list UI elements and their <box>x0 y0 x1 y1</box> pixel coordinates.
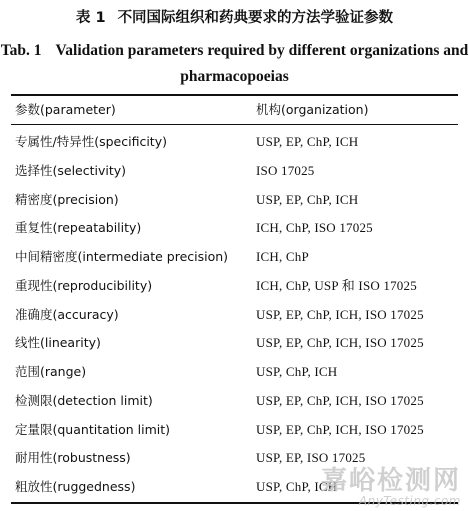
table-row <box>11 387 458 415</box>
table-caption-english <box>0 38 469 90</box>
table-row <box>11 128 458 156</box>
parameter-cell: 准确度(accuracy) <box>15 306 119 322</box>
organization-cell: USP, EP, ChP, ICH, ISO 17025 <box>256 335 424 351</box>
table-number-chinese: 表 1 <box>75 10 106 26</box>
parameter-cell: 重复性(repeatability) <box>15 220 142 236</box>
table-row <box>11 329 458 357</box>
table-row <box>11 473 458 501</box>
table-header-rule <box>11 124 458 125</box>
table-header-row <box>11 96 458 124</box>
header-organization: 机构(organization) <box>256 102 369 117</box>
watermark-chinese: 嘉峪检测网 <box>320 466 461 496</box>
table-row <box>11 444 458 472</box>
organization-cell: USP, EP, ISO 17025 <box>256 450 366 466</box>
table-caption-chinese <box>0 9 469 27</box>
organization-cell: USP, ChP, ICH <box>256 364 338 379</box>
parameter-cell: 专属性/特异性(specificity) <box>15 134 167 149</box>
organization-cell: ICH, ChP <box>256 249 309 264</box>
table-row <box>11 272 458 300</box>
table-bottom-rule <box>11 502 458 504</box>
organization-cell: ISO 17025 <box>256 162 315 178</box>
table-row <box>11 301 458 329</box>
parameter-cell: 检测限(detection limit) <box>15 392 153 408</box>
organization-cell: USP, EP, ChP, ICH, ISO 17025 <box>256 392 424 408</box>
table-title-chinese: 不同国际组织和药典要求的方法学验证参数 <box>117 10 394 26</box>
table-number-english: Tab. 1 <box>0 42 42 59</box>
parameter-cell: 耐用性(robustness) <box>15 450 131 466</box>
organization-cell: ICH, ChP, USP 和 ISO 17025 <box>256 277 417 293</box>
table-title-english: Validation parameters required by different organizations and pharmacopoeias <box>55 42 469 85</box>
table-row <box>11 214 458 242</box>
parameter-cell: 精密度(precision) <box>15 191 119 207</box>
table-row <box>11 416 458 444</box>
parameter-cell: 范围(range) <box>15 364 87 379</box>
organization-cell: USP, EP, ChP, ICH <box>256 191 359 207</box>
parameter-cell: 选择性(selectivity) <box>15 162 127 178</box>
parameter-cell: 重现性(reproducibility) <box>15 277 153 293</box>
parameter-cell: 定量限(quantitation limit) <box>15 421 171 437</box>
organization-cell: USP, EP, ChP, ICH, ISO 17025 <box>256 306 424 322</box>
organization-cell: ICH, ChP, ISO 17025 <box>256 220 373 236</box>
organization-cell: USP, ChP, ICH <box>256 479 338 494</box>
parameter-cell: 中间精密度(intermediate precision) <box>15 249 229 264</box>
table-row <box>11 186 458 214</box>
table-row <box>11 157 458 185</box>
watermark-english: AnyTesting.com <box>358 494 461 508</box>
table-row <box>11 358 458 386</box>
organization-cell: USP, EP, ChP, ICH <box>256 134 359 149</box>
header-parameter: 参数(parameter) <box>15 102 116 117</box>
organization-cell: USP, EP, ChP, ICH, ISO 17025 <box>256 421 424 437</box>
parameter-cell: 粗放性(ruggedness) <box>15 479 136 494</box>
parameter-cell: 线性(linearity) <box>15 335 101 351</box>
table-row <box>11 243 458 271</box>
